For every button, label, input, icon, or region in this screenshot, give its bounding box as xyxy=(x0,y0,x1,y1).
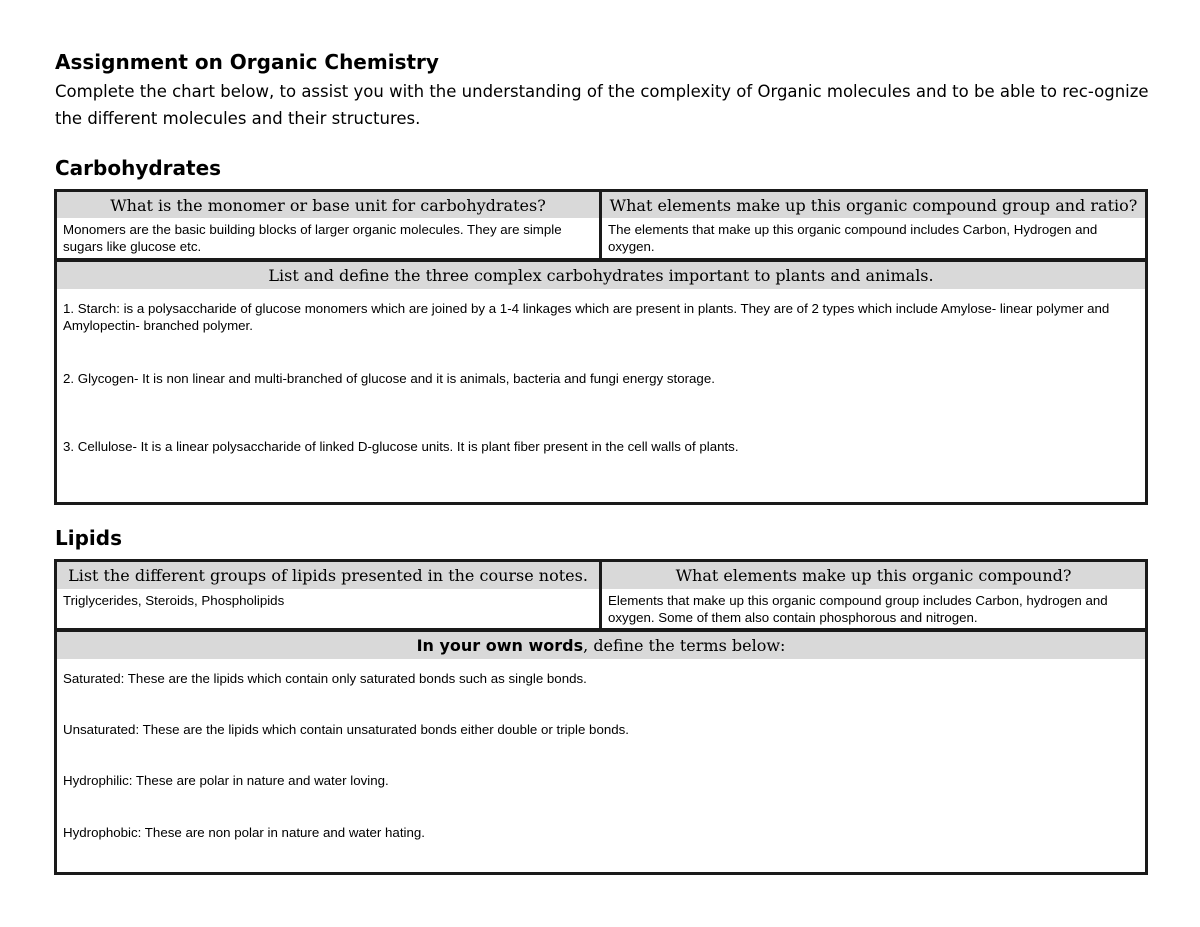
header-emphasis: In your own words xyxy=(416,636,584,655)
intro-text: Complete the chart below, to assist you with the understanding of the complexity of Organic molecules and to be able to rec-ognize the different molecules and their structures. xyxy=(55,82,1149,128)
term-unsaturated: Unsaturated: These are the lipids which contain unsaturated bonds either double or triple bonds. xyxy=(63,722,629,737)
carb-elements-header: What elements make up this organic compound group and ratio? xyxy=(602,192,1145,218)
lipid-groups-answer[interactable]: Triglycerides, Steroids, Phospholipids xyxy=(63,593,285,608)
carb-complex-header: List and define the three complex carbohydrates important to plants and animals. xyxy=(57,262,1145,289)
answer-starch: 1. Starch: is a polysaccharide of glucose monomers which are joined by a 1-4 linkages which are present in plants. They are of 2 types which include Amylose- linear polymer and Amylopectin- branched polymer. xyxy=(63,301,1110,333)
lipid-elements-header: What elements make up this organic compound? xyxy=(602,562,1145,589)
lipid-elements-answer[interactable]: Elements that make up this organic compound group includes Carbon, hydrogen and oxygen. Some of them also contain phosphorous and nitrogen. xyxy=(608,593,1108,625)
lipids-heading: Lipids xyxy=(55,526,122,550)
answer-glycogen: 2. Glycogen- It is non linear and multi-branched of glucose and it is animals, bacteria and fungi energy storage. xyxy=(63,371,715,386)
lipids-table xyxy=(54,559,1148,875)
carb-monomer-header: What is the monomer or base unit for carbohydrates? xyxy=(57,192,599,218)
carbohydrates-table xyxy=(54,189,1148,505)
term-hydrophilic: Hydrophilic: These are polar in nature and water loving. xyxy=(63,773,389,788)
carb-monomer-answer[interactable]: Monomers are the basic building blocks of larger organic molecules. They are simple sugars like glucose etc. xyxy=(63,222,562,254)
page-title: Assignment on Organic Chemistry xyxy=(55,50,439,74)
answer-cellulose: 3. Cellulose- It is a linear polysaccharide of linked D-glucose units. It is plant fiber present in the cell walls of plants. xyxy=(63,439,739,454)
lipid-terms-header xyxy=(57,632,1145,659)
term-hydrophobic: Hydrophobic: These are non polar in nature and water hating. xyxy=(63,825,425,840)
term-saturated: Saturated: These are the lipids which contain only saturated bonds such as single bonds. xyxy=(63,671,587,686)
lipid-groups-header: List the different groups of lipids presented in the course notes. xyxy=(57,562,599,589)
carb-elements-answer[interactable]: The elements that make up this organic compound includes Carbon, Hydrogen and oxygen. xyxy=(608,222,1098,254)
carbohydrates-heading: Carbohydrates xyxy=(55,156,222,180)
header-rest: , define the terms below: xyxy=(583,636,786,655)
